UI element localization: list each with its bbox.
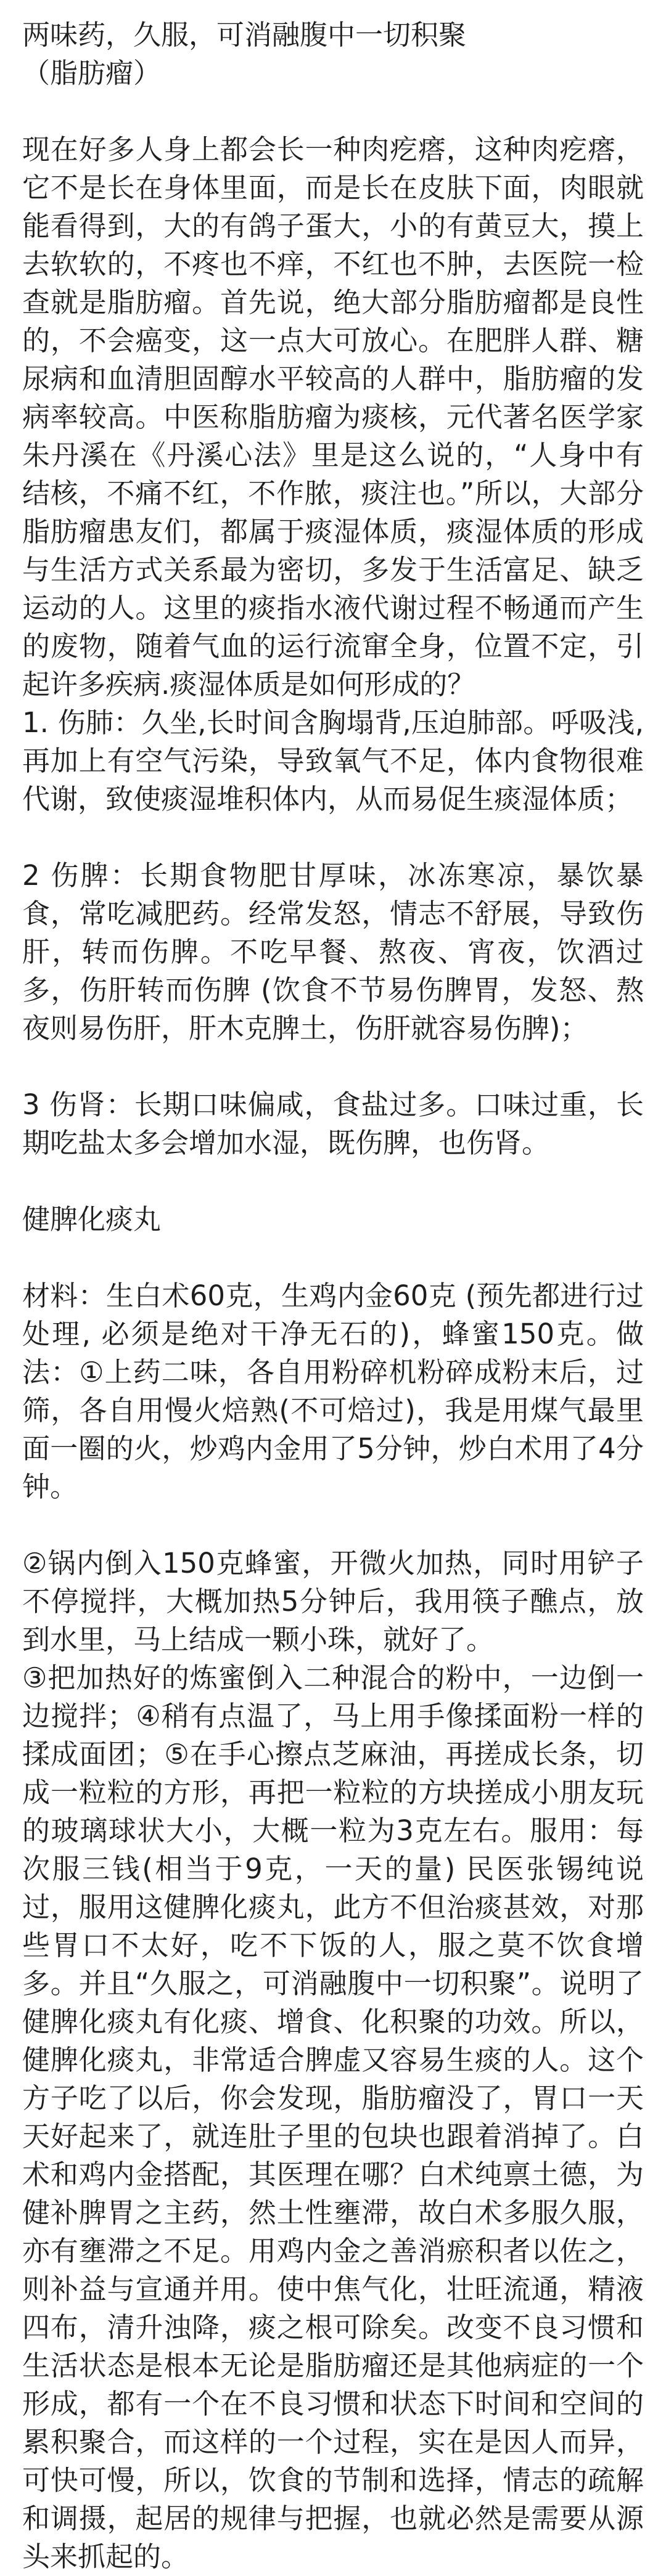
spacer	[22, 1162, 644, 1200]
recipe-method-paragraph: ②锅内倒入150克蜂蜜，开微火加热，同时用铲子不停搅拌，大概加热5分钟后，我用筷子醮点，放到水里，马上结成一颗小珠，就好了。 ③把加热好的炼蜜倒入二种混合的粉中，一边倒一边搅拌；④稍有点温了，马上用手像揉面粉一样的揉成面团；⑤在手心擦点芝麻油，再搓成长条，切成一粒粒的方形，再把一粒粒的方块搓成小朋友玩的玻璃球状大小，大概一粒为3克左右。服用：每次服三钱(相当于9克，一天的量) 民医张锡纯说过，服用这健脾化痰丸，此方不但治痰甚效，对那些胃口不太好，吃不下饭的人，服之莫不饮食增多。并且“久服之，可消融腹中一切积聚”。说明了健脾化痰丸有化痰、增食、化积聚的功效。所以，健脾化痰丸，非常适合脾虚又容易生痰的人。这个方子吃了以后，你会发现，脂肪瘤没了，胃口一天天好起来了，就连肚子里的包块也跟着消掉了。白术和鸡内金搭配，其医理在哪？白术纯禀土德，为健补脾胃之主药，然土性壅滞，故白术多服久服，亦有壅滞之不足。用鸡内金之善消瘀积者以佐之，则补益与宣通并用。使中焦气化，壮旺流通，精液四布，清升浊降，痰之根可除矣。改变不良习惯和生活状态是根本无论是脂肪瘤还是其他病症的一个形成，都有一个在不良习惯和状态下时间和空间的累积聚合，而这样的一个过程，实在是因人而异，可快可慢，所以，饮食的节制和选择，情志的疏解和调摄，起居的规律与把握，也就必然是需要从源头来抓起的。	[22, 1547, 644, 2573]
cause-spleen: 2 伤脾：长期食物肥甘厚味，冰冻寒凉，暴饮暴食，常吃减肥药。经常发怒，情志不舒展，导致伤肝，转而伤脾。不吃早餐、熬夜、宵夜，饮酒过多，伤肝转而伤脾 (饮食不节易伤脾胃，发怒、熬夜则易伤肝，肝木克脾土，伤肝就容易伤脾)；	[22, 859, 644, 1045]
spacer	[22, 818, 644, 857]
article-title: 两味药，久服，可消融腹中一切积聚	[22, 18, 467, 51]
cause-lung: 1. 伤肺：久坐,长时间含胸塌背,压迫肺部。呼吸浅,再加上有空气污染，导致氧气不足，体内食物很难代谢，致使痰湿堆积体内，从而易促生痰湿体质；	[22, 706, 644, 815]
spacer	[22, 1048, 644, 1086]
spacer	[22, 1239, 644, 1277]
spacer	[22, 92, 644, 131]
article-subtitle: （脂肪瘤）	[22, 57, 162, 89]
intro-paragraph: 现在好多人身上都会长一种肉疙瘩，这种肉疙瘩，它不是长在身体里面，而是长在皮肤下面，肉眼就能看得到，大的有鸽子蛋大，小的有黄豆大，摸上去软软的，不疼也不痒，不红也不肿，去医院一检查就是脂肪瘤。首先说，绝大部分脂肪瘤都是良性的，不会癌变，这一点大可放心。在肥胖人群、糖尿病和血清胆固醇水平较高的人群中，脂肪瘤的发病率较高。中医称脂肪瘤为痰核，元代著名医学家朱丹溪在《丹溪心法》里是这么说的，“人身中有结核，不痛不红，不作脓，痰注也。”所以，大部分脂肪瘤患友们，都属于痰湿体质，痰湿体质的形成与生活方式关系最为密切，多发于生活富足、缺乏运动的人。这里的痰指水液代谢过程不畅通而产生的废物，随着气血的运行流窜全身，位置不定，引起许多疾病.痰湿体质是如何形成的？	[22, 133, 644, 701]
recipe-title: 健脾化痰丸	[22, 1203, 162, 1236]
spacer	[22, 1506, 644, 1544]
cause-kidney: 3 伤肾：长期口味偏咸，食盐过多。口味过重，长期吃盐太多会增加水湿，既伤脾，也伤肾。	[22, 1088, 644, 1159]
recipe-materials-paragraph: 材料：生白术60克，生鸡内金60克 (预先都进行过处理, 必须是绝对干净无石的)，蜂蜜150克。做法：①上药二味，各自用粉碎机粉碎成粉末后，过筛，各自用慢火焙熟(不可焙过)，我是用煤气最里面一圈的火，炒鸡内金用了5分钟，炒白术用了4分钟。	[22, 1279, 644, 1503]
